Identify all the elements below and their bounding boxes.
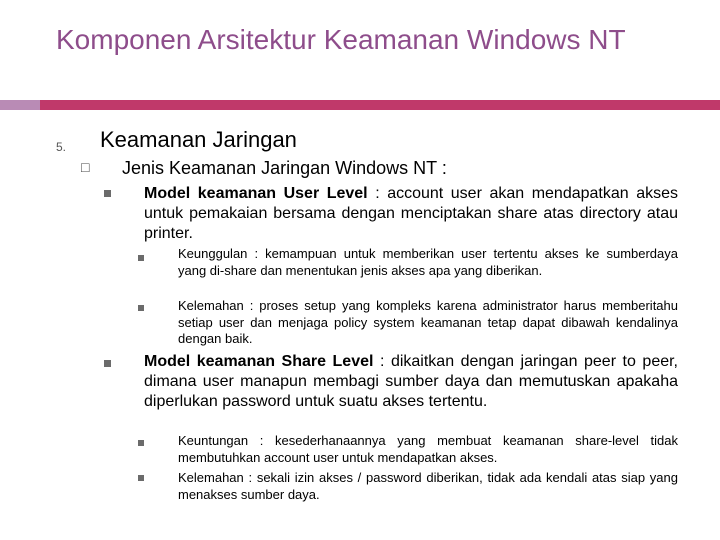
model-user-level-desc: : account user akan mendapatkan akses untuk pemakaian bersama dengan menciptakan share atas directory atau printer. <box>144 185 679 242</box>
model-share-level-title: Model keamanan Share Level <box>144 353 374 370</box>
square-bullet-icon <box>104 360 111 367</box>
section-number: 5. <box>56 140 67 154</box>
square-bullet-icon <box>138 475 144 481</box>
square-bullet-icon <box>138 440 144 446</box>
model-user-level-title: Model keamanan User Level <box>144 185 368 202</box>
user-level-weakness: Kelemahan : proses setup yang kompleks karena administrator harus memberitahu setiap user dan menjaga policy system keamanan tetap dapat dibawah kendalinya dengan baik. <box>178 298 678 346</box>
checkbox-bullet-icon: □ <box>81 159 90 175</box>
share-level-weakness: Kelemahan : sekali izin akses / password diberikan, tidak ada kendali atas siap yang menakses sumber daya. <box>178 470 678 502</box>
slide-title: Komponen Arsitektur Keamanan Windows NT <box>56 24 626 55</box>
model-user-level <box>144 184 678 244</box>
title-accent-bar-left <box>0 100 40 110</box>
share-level-advantage: Keuntungan : kesederhanaannya yang membuat keamanan share-level tidak membutuhkan account user untuk mendapatkan akses. <box>178 433 678 465</box>
model-share-level <box>144 352 678 412</box>
sub-heading: Jenis Keamanan Jaringan Windows NT : <box>122 158 447 178</box>
square-bullet-icon <box>138 255 144 261</box>
title-accent-bar <box>40 100 720 110</box>
square-bullet-icon <box>104 190 111 197</box>
section-heading: Keamanan Jaringan <box>100 127 297 152</box>
square-bullet-icon <box>138 305 144 311</box>
user-level-advantage: Keunggulan : kemampuan untuk memberikan user tertentu akses ke sumberdaya yang di-share dan menentukan jenis akses apa yang diberikan. <box>178 246 678 278</box>
model-share-level-desc: : dikaitkan dengan jaringan peer to peer, dimana user manapun membagi sumber daya dan memutuskan apakaha diperlukan password untuk suatu akses tertentu. <box>144 353 679 410</box>
